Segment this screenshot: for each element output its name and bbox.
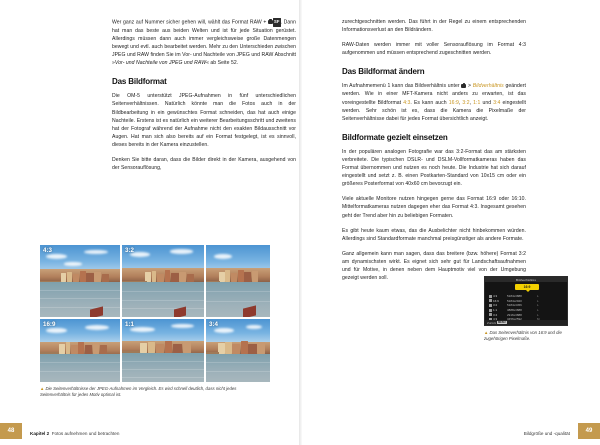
ratio-3-4: 3:4 <box>493 99 501 106</box>
ratio-swatch-icon <box>489 313 492 316</box>
camera-menu-selected-label: 16:9 <box>523 284 531 289</box>
photo-scene <box>40 319 120 382</box>
paragraph-dynamik: Ganz allgemein kann man sagen, dass das breitere (bzw. höhere) Format 3:2 am dynamischsten wirkt. Es eignet sich sehr gut für Landschaftsaufnahmen und für Motive, in denen neben dem Hauptmotiv viel von der Umgebung gezeigt werden soll. <box>342 250 526 282</box>
paragraph-bildformat-2: Denken Sie bitte daran, dass die Bilder direkt in der Kamera, ausgehend von der Sensorauflösung, <box>112 157 296 172</box>
right-page <box>300 0 600 445</box>
photo-scene <box>122 319 204 382</box>
heading-das-bildformat: Das Bildformat <box>112 77 167 87</box>
camera-menu-icon <box>461 84 466 88</box>
photo-scene <box>122 245 204 317</box>
camera-row-ratio: 3:2 <box>493 303 498 308</box>
camera-menu-rows <box>489 294 564 322</box>
paragraph-raw-sf-part1: Wer ganz auf Nummer sicher gehen will, wählt das Format RAW + <box>112 19 268 26</box>
camera-row-note: L <box>537 312 539 317</box>
caption-marker-icon: ▲ <box>40 386 45 391</box>
photo-scene <box>206 245 270 317</box>
camera-row-ratio: 4:3 <box>493 294 498 299</box>
camera-row-pixels: 3888x3888 <box>507 308 522 313</box>
photo-tile-partial <box>206 245 270 317</box>
page-footer <box>0 415 600 445</box>
photo-tile-label: 1:1 <box>125 321 134 328</box>
page-number-right: 49 <box>578 423 600 439</box>
camera-row-note: L <box>537 294 539 299</box>
running-head-left <box>30 431 119 436</box>
heading-bildformat-aendern: Das Bildformat ändern <box>342 67 425 77</box>
heading-bildformate-einsetzen: Bildformate gezielt einsetzen <box>342 132 448 142</box>
photo-tile-label: 3:2 <box>125 247 134 254</box>
menu-path-lead: Im Aufnahmemenü 1 kann das Bildverhältnis unter <box>342 83 462 90</box>
camera-menu-row <box>489 294 564 299</box>
running-head-chapter: Kapitel 2 <box>30 431 50 436</box>
photo-tile-16-9 <box>40 319 120 382</box>
ratio-3-2: 3:2 <box>462 99 470 106</box>
camera-menu-key-badge: MENU <box>498 321 506 324</box>
camera-menu-title: Bildverhältnis <box>516 277 536 282</box>
menu-item-bildverhaeltnis: Bildverhältnis <box>472 83 504 90</box>
photo-scene <box>206 319 270 382</box>
camera-menu-screenshot <box>484 276 568 326</box>
photo-tile-label: 4:3 <box>43 247 52 254</box>
camera-row-note: L <box>537 308 539 313</box>
cross-reference-title: Vor- und Nachteile von JPEG und RAW <box>114 60 207 67</box>
paragraph-analog: In der populären analogen Fotografie war das 3:2-Format das am stärksten verbreitete. Die typischen DSLR- und DSLM-Vollformatkameras haben das Format übernommen und nutzen es noch heute. Die Industrie hat sich darauf eingestellt und setzt z. B. einen Postkarten-Standard von 10x15 cm oder ein größeres Posterformat von 40x60 cm bevorzugt ein. <box>342 148 526 188</box>
ratio-swatch-icon <box>489 309 492 312</box>
camera-menu-titlebar <box>485 277 567 282</box>
camera-menu-row <box>489 299 564 304</box>
photo-tile-label: 16:9 <box>43 321 56 328</box>
camera-menu-row <box>489 308 564 313</box>
menu-path-mid: geändert werden. Wie in einer MFT-Kamera nicht anders zu erwarten, ist das voreingestellte Bildformat <box>342 83 526 106</box>
camera-menu-back-label: Zurück <box>487 320 497 325</box>
photo-tile-label: 3:4 <box>209 321 218 328</box>
figure-caption-text: Die Seitenverhältnisse der JPEG-Aufnahmen im Vergleich. Es wird schnell deutlich, dass nicht jedes Seitenverhältnis für jedes Motiv optimal ist. <box>40 386 237 398</box>
paragraph-rawdaten: RAW-Daten werden immer mit voller Sensorauflösung im Format 4:3 aufgenommen und müssen entsprechend zugeschnitten werden. <box>342 42 526 57</box>
photo-tile-1-1 <box>122 319 204 382</box>
paragraph-menu-pfad: Im Aufnahmemenü 1 kann das Bildverhältnis unter > Bildverhältnis geändert werden. Wie in einer MFT-Kamera nicht anders zu erwarten, ist das voreingestellte Bildformat 4:3. Es kann auch 16:9, 3:2, 1:1 und 3:4 eingestellt werden. Sehr schön ist es, dass die Kamera die Pixelmaße der Seitenverhältnisse dabei für jedes Format übersichtlich anzeigt. <box>342 83 527 122</box>
camera-row-ratio: 16:9 <box>493 298 499 303</box>
camera-row-pixels: 5184x3456 <box>507 303 522 308</box>
paragraph-ausbelichter: Es gibt heute kaum etwas, das die Ausbelichter nicht hinbekommen würden. Allerdings sind Standardformate manchmal preisgünstiger als andere Formate. <box>342 227 526 242</box>
running-head-right: Bildgröße und -qualität <box>523 431 570 436</box>
camera-menu-figure <box>484 276 568 343</box>
camera-row-ratio: 3:4 <box>493 312 498 317</box>
ratio-swatch-icon <box>489 304 492 307</box>
photo-scene <box>40 245 120 317</box>
camera-menu-row <box>489 312 564 317</box>
caption-marker-icon: ▲ <box>484 330 489 335</box>
page-number-left: 48 <box>0 423 22 439</box>
camera-figure-caption-text: Das Seitenverhältnis von 16:9 und die zugehörigen Pixelmaße. <box>484 330 562 342</box>
camera-row-note: L <box>537 303 539 308</box>
photo-tile-4-3 <box>40 245 120 317</box>
figure-caption <box>40 386 268 399</box>
paragraph-monitore: Viele aktuelle Monitore nutzen hingegen gerne das Format 16:9 oder 16:10. Mittelformatkameras nutzen dagegen eher das Format 4:3. Insgesamt gesehen geht der Trend aber hin zu beliebigen Formaten. <box>342 196 526 219</box>
chevron-down-icon <box>526 290 530 292</box>
paragraph-zuschnitt: zurechtgeschnitten werden. Das führt in der Regel zu einem entsprechenden Informationsverlust an den Bildrändern. <box>342 19 526 34</box>
camera-row-note: L <box>537 298 539 303</box>
camera-figure-caption <box>484 330 568 343</box>
aspect-ratio-figure <box>40 245 268 399</box>
paragraph-raw-sf-part3: « ab Seite 52. <box>206 60 239 67</box>
paragraph-raw-sf: Wer ganz auf Nummer sicher gehen will, wählt das Format RAW + SF. Dann hat man das beste aus beiden Welten und ist für jede Situation gerüstet. Allerdings müssen dann auch immer vergleichsweise große Datenmengen bewegt und evtl. auch bearbeitet werden. Mehr zu den Unterschieden zwischen JPEG und RAW finden Sie im Vor- und Nachteile von JPEG und RAW Abschnitt »Vor- und Nachteile von JPEG und RAW« ab Seite 52. <box>112 19 296 67</box>
camera-menu-selected-ratio <box>515 284 539 290</box>
ratio-swatch-icon <box>489 299 492 302</box>
menu-path-mid2: . Es kann auch <box>410 99 449 106</box>
aspect-ratio-grid <box>40 245 268 382</box>
photo-tile-3-4 <box>206 319 270 382</box>
left-column-text <box>112 18 296 172</box>
ratio-1-1: 1:1 <box>473 99 481 106</box>
ratio-default: 4:3 <box>403 99 411 106</box>
photo-tile-3-2 <box>122 245 204 317</box>
camera-row-pixels: 5184x2920 <box>507 298 522 303</box>
running-head-title: Fotos aufnehmen und betrachten <box>51 431 120 436</box>
right-column-text <box>342 18 526 282</box>
ratio-16-9: 16:9 <box>448 99 459 106</box>
paragraph-bildformat-1: Die OM-5 unterstützt JPEG-Aufnahmen in fünf unterschiedlichen Seitenverhältnissen. Natürlich könnte man die Fotos auch in der Bildbearbeitung in ein gewünschtes Format schneiden, das hat auch einige Nachteile. Erstens ist es natürlich ein weiterer Bearbeitungsschritt und zweitens hat der Fotograf während der Aufnahme nicht den exakten Bildausschnitt vor Augen. Hat man sich also bereits auf ein Format festgelegt, ist es sinnvoll, dieses bereits in der Kamera einzustellen. <box>112 93 296 148</box>
camera-row-pixels: 2916x3888 <box>507 312 522 317</box>
ratio-swatch-icon <box>489 295 492 298</box>
menu-path-tail: eingestellt werden. Sehr schön ist es, dass die Kamera die Pixelmaße der Seitenverhältnisse dabei für jedes Format übersichtlich anzeigt. <box>342 99 527 122</box>
camera-menu-row <box>489 303 564 308</box>
paragraph-raw-sf-part2: Dann hat man das beste aus beiden Welten und ist für jede Situation gerüstet. Allerdings müssen dann auch immer vergleichsweise große Datenmengen bewegt und evtl. auch bearbeitet werden. Mehr zu den Unterschieden zwischen JPEG und RAW finden Sie im Vor- und Nachteile von JPEG und RAW Abschnitt » <box>112 19 296 67</box>
sf-badge: SF <box>273 18 281 27</box>
camera-row-pixels: 5184x3888 <box>507 294 522 299</box>
camera-menu-footerbar <box>485 320 567 325</box>
camera-row-ratio: 1:1 <box>493 308 498 313</box>
